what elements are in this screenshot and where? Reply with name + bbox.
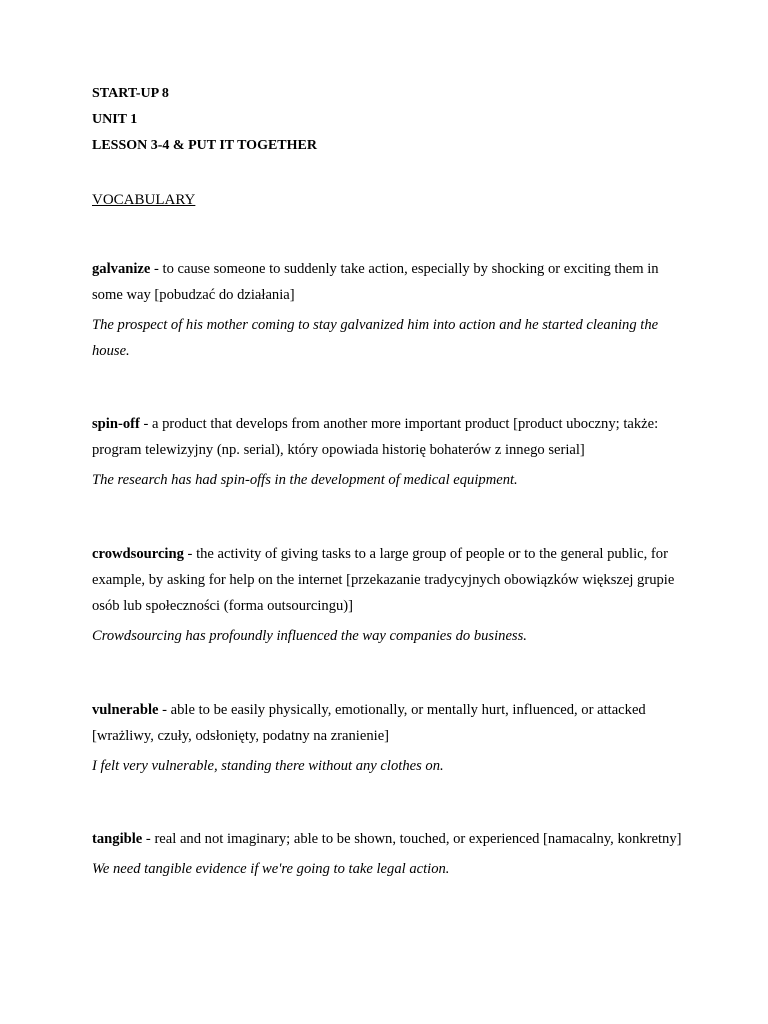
definition — [92, 256, 688, 308]
example-sentence: We need tangible evidence if we're going to take legal action. — [92, 861, 450, 877]
vocab-entry-spin-off — [92, 411, 688, 493]
lesson-title: LESSON 3-4 & PUT IT TOGETHER — [92, 138, 317, 153]
definition-text: - able to be easily physically, emotionally, or mentally hurt, influenced, or attacked [wrażliwy, czuły, odsłonięty, podatny na zranienie] — [92, 702, 646, 744]
term: vulnerable — [92, 702, 159, 718]
definition — [92, 697, 688, 749]
term: crowdsourcing — [92, 546, 184, 562]
vocabulary-heading: VOCABULARY — [92, 192, 196, 208]
definition — [92, 411, 688, 463]
term: tangible — [92, 831, 143, 847]
example-sentence: The research has had spin-offs in the development of medical equipment. — [92, 472, 518, 488]
definition-text: - real and not imaginary; able to be shown, touched, or experienced [namacalny, konkretny] — [142, 831, 682, 847]
course-title: START-UP 8 — [92, 86, 169, 101]
example-sentence: The prospect of his mother coming to stay galvanized him into action and he started cleaning the house. — [92, 317, 659, 359]
definition-text: - the activity of giving tasks to a large group of people or to the general public, for example, by asking for help on the internet [przekazanie tradycyjnych obowiązków większej grupie osób lub społeczności (forma outsourcingu)] — [92, 546, 675, 614]
definition-text: - to cause someone to suddenly take action, especially by shocking or exciting them in some way [pobudzać do działania] — [92, 261, 659, 303]
term: spin-off — [92, 416, 140, 432]
definition — [92, 826, 688, 852]
example-sentence: Crowdsourcing has profoundly influenced the way companies do business. — [92, 628, 527, 644]
vocab-entry-tangible — [92, 826, 688, 882]
vocab-entry-crowdsourcing — [92, 541, 688, 649]
definition — [92, 541, 688, 619]
vocab-entry-galvanize — [92, 256, 688, 364]
unit-title: UNIT 1 — [92, 112, 138, 127]
vocab-entry-vulnerable — [92, 697, 688, 779]
definition-text: - a product that develops from another more important product [product uboczny; także: program telewizyjny (np. serial), który opowiada historię bohaterów z innego serial] — [92, 416, 659, 458]
term: galvanize — [92, 261, 151, 277]
example-sentence: I felt very vulnerable, standing there without any clothes on. — [92, 758, 444, 774]
